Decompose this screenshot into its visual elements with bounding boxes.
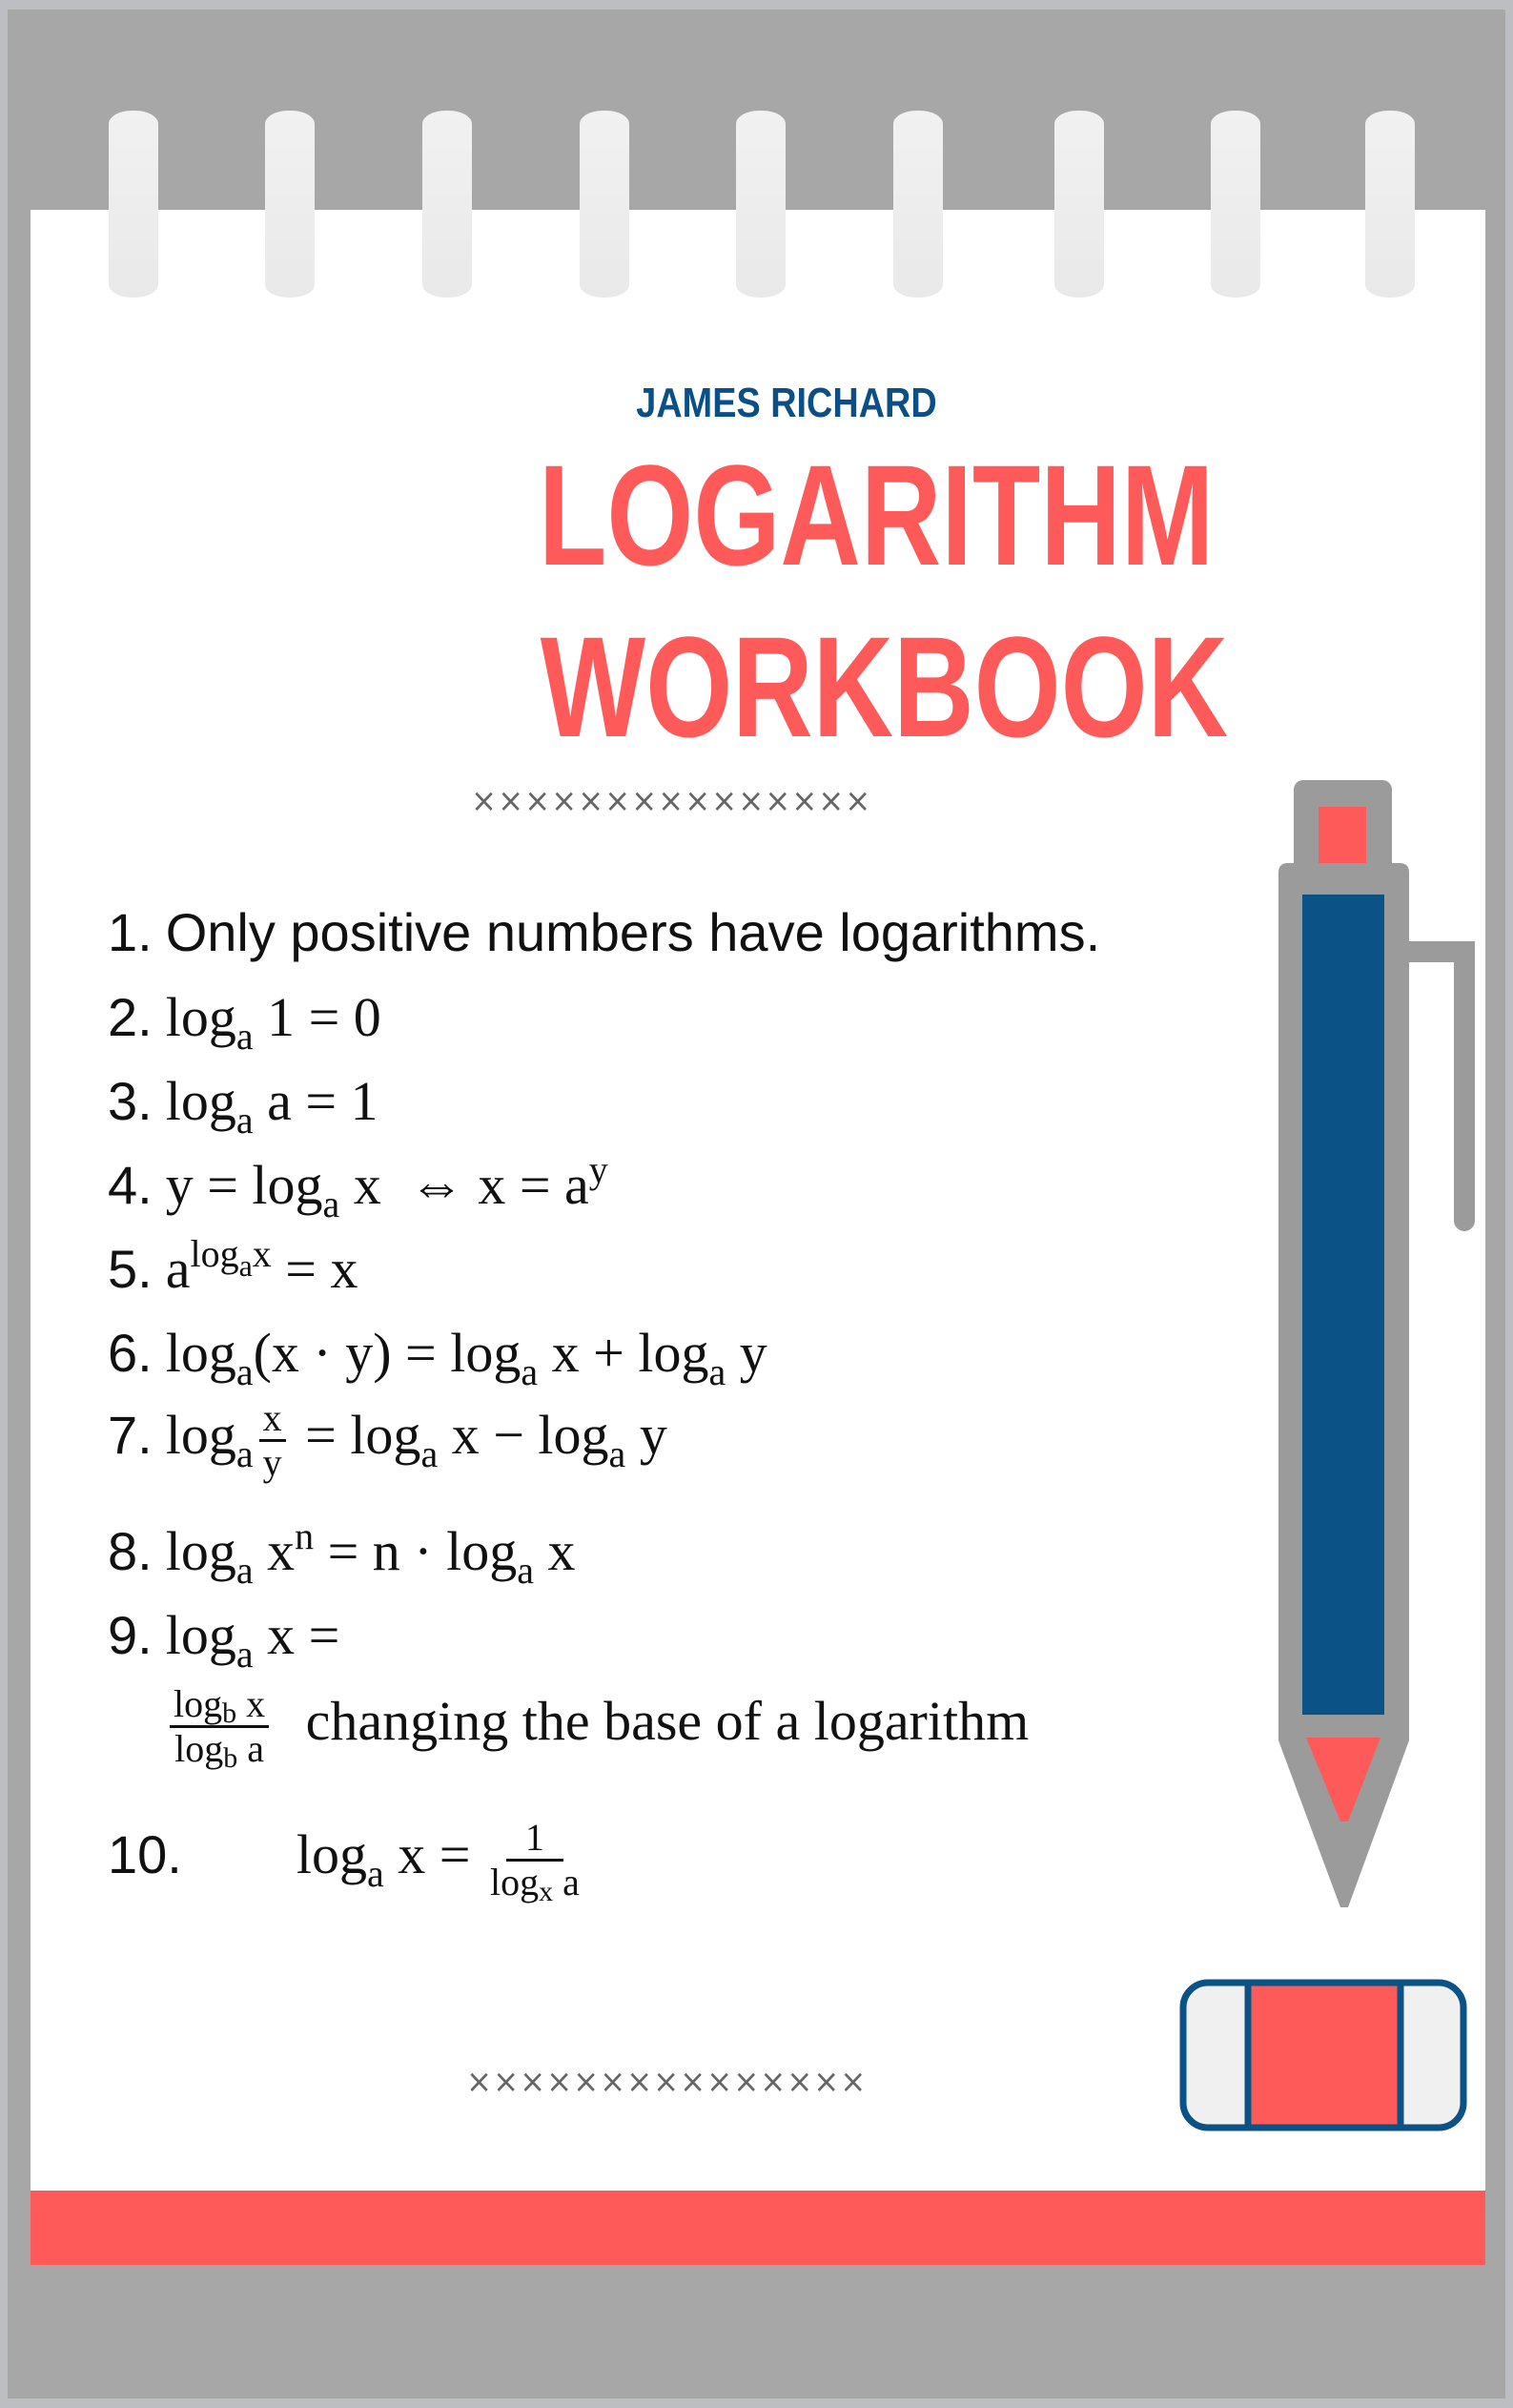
spiral-ring-icon bbox=[736, 111, 786, 298]
log: log bbox=[174, 1727, 224, 1770]
rule-9-continuation bbox=[170, 1682, 1030, 1774]
spiral-ring-icon bbox=[1365, 111, 1415, 298]
spiral-ring-icon bbox=[1054, 111, 1104, 298]
base: a bbox=[708, 1350, 726, 1393]
base: x bbox=[539, 1876, 554, 1907]
rule-text: a = 1 bbox=[253, 1070, 378, 1132]
log: log bbox=[489, 1861, 540, 1904]
argument: x bbox=[236, 1682, 266, 1725]
rule-note: changing the base of a logarithm bbox=[305, 1689, 1030, 1752]
rule-number: 10. bbox=[108, 1823, 182, 1884]
base: a bbox=[235, 1633, 254, 1676]
base: b bbox=[222, 1698, 237, 1729]
log: log bbox=[296, 1822, 367, 1885]
author-name: JAMES RICHARD bbox=[636, 380, 937, 426]
numerator bbox=[170, 1683, 269, 1728]
rule-text: y bbox=[625, 1403, 667, 1466]
log: log bbox=[190, 1232, 239, 1275]
base: a bbox=[366, 1851, 384, 1895]
log: log bbox=[165, 1322, 236, 1384]
title-line-2 bbox=[443, 607, 1229, 767]
rule-text: x bbox=[253, 1520, 296, 1582]
title-text: LOGARITHM bbox=[538, 435, 1215, 595]
denominator: y bbox=[262, 1441, 282, 1484]
rule-number: 6. bbox=[108, 1323, 153, 1383]
log: log bbox=[350, 1403, 421, 1466]
rule-number: 3. bbox=[108, 1071, 153, 1131]
rule-text: Only positive numbers have logarithms. bbox=[165, 902, 1101, 962]
base: a bbox=[238, 1248, 253, 1283]
base: a bbox=[517, 1549, 535, 1592]
spiral-ring-icon bbox=[109, 111, 158, 298]
rule-text: = n · bbox=[314, 1520, 447, 1582]
rule-number: 9. bbox=[108, 1605, 153, 1665]
pen-icon bbox=[1268, 772, 1487, 1917]
argument: a bbox=[237, 1727, 264, 1770]
base: a bbox=[608, 1431, 626, 1475]
exponent: x bbox=[252, 1232, 272, 1275]
rule-number: 2. bbox=[108, 987, 153, 1047]
log: log bbox=[165, 986, 236, 1048]
rule-9 bbox=[108, 1603, 340, 1676]
rule-1 bbox=[108, 901, 1100, 963]
base: a bbox=[235, 1549, 254, 1592]
exponent: n bbox=[295, 1514, 315, 1557]
base: a bbox=[521, 1350, 539, 1393]
base: a bbox=[235, 1431, 254, 1475]
log: log bbox=[450, 1322, 521, 1384]
rule-text: a bbox=[165, 1238, 191, 1300]
numerator: 1 bbox=[506, 1817, 563, 1862]
rule-text: x = bbox=[253, 1604, 340, 1666]
exponent: y bbox=[588, 1148, 608, 1191]
fraction bbox=[489, 1816, 580, 1907]
rule-3 bbox=[108, 1069, 378, 1142]
fraction bbox=[259, 1397, 286, 1484]
rule-10 bbox=[108, 1816, 585, 1907]
top-separator: ××××××××××××××× bbox=[471, 782, 872, 820]
log: log bbox=[538, 1403, 609, 1466]
fraction bbox=[170, 1682, 269, 1774]
spiral-ring-icon bbox=[422, 111, 472, 298]
rule-text: = x bbox=[271, 1238, 358, 1300]
rule-text: = bbox=[291, 1403, 351, 1466]
rule-4 bbox=[108, 1148, 608, 1225]
rule-text: x ⇔ x = a bbox=[339, 1154, 589, 1216]
rule-text: x bbox=[534, 1520, 576, 1582]
base: a bbox=[235, 1099, 254, 1142]
spiral-ring-icon bbox=[1211, 111, 1260, 298]
title-line-1 bbox=[443, 435, 1215, 595]
log: log bbox=[165, 1604, 236, 1666]
bottom-red-stripe bbox=[31, 2191, 1485, 2265]
rule-7 bbox=[108, 1397, 667, 1484]
eraser-icon bbox=[1178, 1978, 1470, 2134]
log: log bbox=[252, 1154, 323, 1216]
rule-number: 5. bbox=[108, 1239, 153, 1299]
log: log bbox=[165, 1403, 236, 1466]
rule-text: y bbox=[726, 1322, 767, 1384]
rule-number: 7. bbox=[108, 1404, 153, 1465]
denominator bbox=[489, 1861, 580, 1907]
spiral-ring-icon bbox=[265, 111, 315, 298]
spiral-ring-icon bbox=[893, 111, 943, 298]
numerator: x bbox=[259, 1397, 286, 1442]
argument: a bbox=[553, 1861, 580, 1904]
rule-number: 4. bbox=[108, 1155, 153, 1215]
spiral-ring-icon bbox=[580, 111, 629, 298]
log: log bbox=[638, 1322, 709, 1384]
base: a bbox=[420, 1431, 439, 1475]
rule-text: (x · y) = bbox=[253, 1322, 451, 1384]
log: log bbox=[446, 1520, 518, 1582]
rule-text: x − bbox=[438, 1403, 539, 1466]
rule-text: y = bbox=[165, 1154, 253, 1216]
rule-text: x = bbox=[383, 1822, 484, 1885]
rule-2 bbox=[108, 985, 381, 1058]
log: log bbox=[174, 1682, 223, 1725]
rule-text: 1 = 0 bbox=[253, 986, 381, 1048]
title-text: WORKBOOK bbox=[540, 607, 1229, 767]
rule-8 bbox=[108, 1514, 576, 1592]
base: b bbox=[223, 1742, 238, 1774]
rule-number: 8. bbox=[108, 1521, 153, 1581]
rule-5 bbox=[108, 1232, 358, 1301]
log: log bbox=[165, 1520, 236, 1582]
log: log bbox=[165, 1070, 236, 1132]
rule-number: 1. bbox=[108, 902, 153, 962]
base: a bbox=[322, 1183, 340, 1225]
denominator bbox=[174, 1727, 264, 1774]
rule-6 bbox=[108, 1321, 767, 1393]
base: a bbox=[235, 1015, 254, 1058]
base: a bbox=[235, 1350, 254, 1393]
bottom-separator: ××××××××××××××× bbox=[466, 2063, 868, 2101]
rule-text: x + bbox=[538, 1322, 639, 1384]
